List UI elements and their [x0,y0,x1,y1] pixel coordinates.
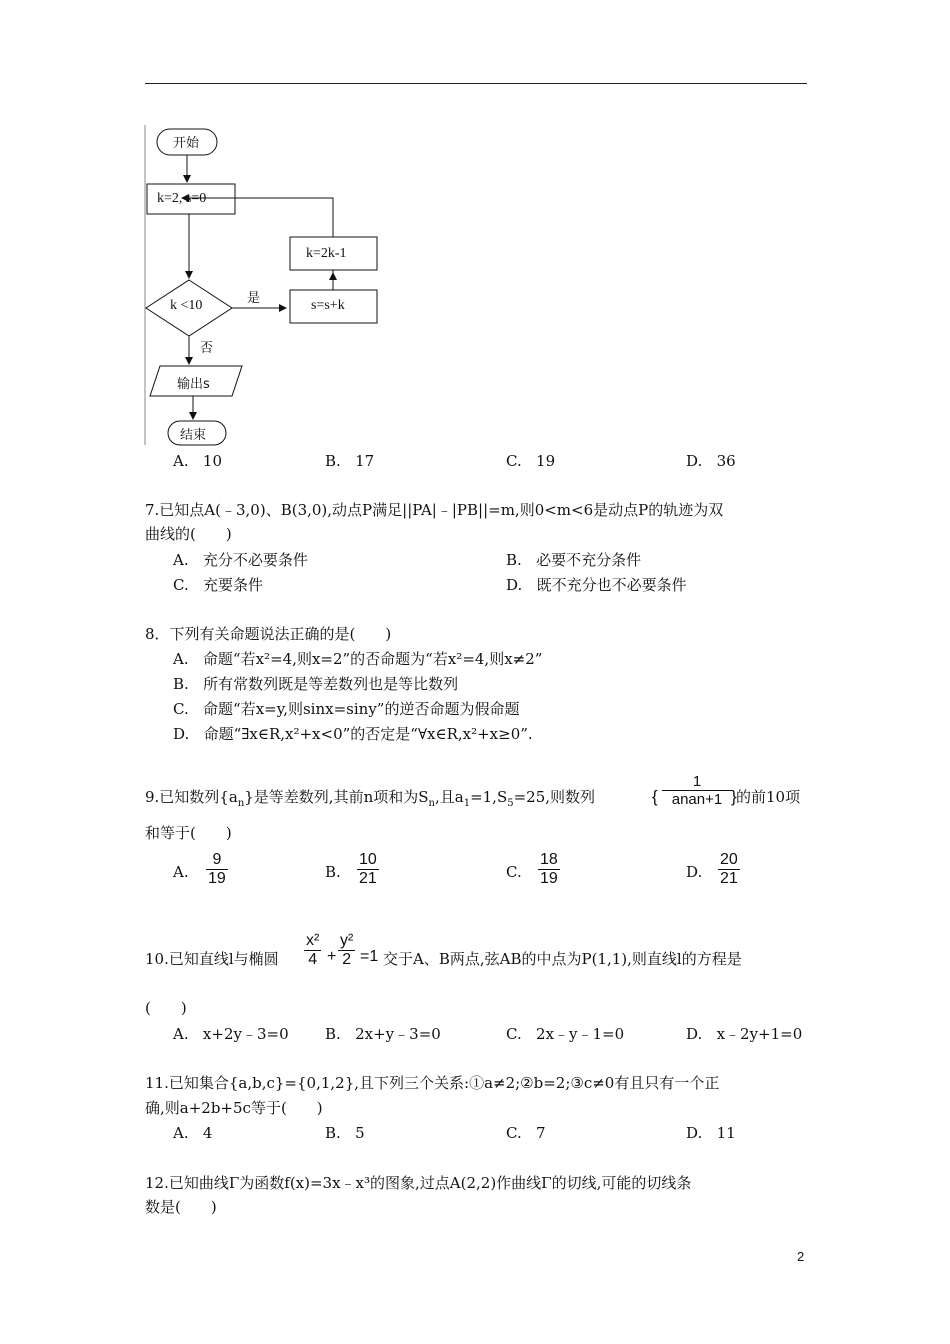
q12-stem-line1: 12.已知曲线Γ为函数f(x)=3x﹣x³的图象,过点A(2,2)作曲线Γ的切线,可能的切线条 [145,1174,692,1192]
flowchart [140,120,400,450]
q9-option-c-fraction[interactable]: $\frac{18}{19}$ [540,851,558,887]
q9-stem-tail: 的前10项 [736,788,801,806]
output-label: 输出s [177,377,210,392]
init-label: k=2, s=0 [157,191,207,206]
q9-fraction [662,773,732,808]
end-label: 结束 [180,428,207,443]
page-number: 2 [797,1249,805,1264]
q8-option-d[interactable]: D. 命题“∃x∈R,x²+x<0”的否定是“∀x∈R,x²+x≥0”. [173,725,533,743]
q8-stem: 8．下列有关命题说法正确的是( ) [145,625,392,643]
q11-option-d[interactable]: D. 11 [686,1124,736,1142]
update-s-label: s=s+k [311,298,345,313]
q7-option-a[interactable]: A. 充分不必要条件 [173,551,308,569]
condition-label: k <10 [170,298,203,313]
q10-option-a[interactable]: A. x+2y﹣3=0 [173,1025,289,1043]
q10-option-b[interactable]: B. 2x+y﹣3=0 [325,1025,441,1043]
q9-brace-left: { [652,787,658,806]
q10-stem-end: 交于A、B两点,弦AB的中点为P(1,1),则直线l的方程是 [383,950,742,968]
q6-option-c[interactable]: C. 19 [506,452,556,470]
update-k-label: k=2k-1 [306,246,347,261]
q9-brace-right: } [731,787,737,806]
q9-fraction-numerator: 1 [692,773,702,790]
header-rule [145,83,807,84]
q9-option-c-letter[interactable]: C. [506,863,522,881]
q11-stem-line1: 11.已知集合{a,b,c}={0,1,2},且下列三个关系:①a≠2;②b=2;③c≠0有且只有一个正 [145,1074,720,1092]
q9-option-d-fraction[interactable]: $\frac{20}{21}$ [720,851,738,887]
q10-option-c[interactable]: C. 2x﹣y﹣1=0 [506,1025,625,1043]
q10-fraction-y: $\frac{\text{y²}}{2}$ [340,932,354,968]
q10-equals: =1 [360,948,379,965]
q6-option-a[interactable]: A. 10 [173,452,223,470]
q12-stem-line2: 数是( ) [145,1198,217,1216]
q11-option-b[interactable]: B. 5 [325,1124,365,1142]
q8-option-b[interactable]: B. 所有常数列既是等差数列也是等比数列 [173,675,459,693]
yes-label: 是 [247,291,261,306]
start-label: 开始 [173,136,200,151]
q6-option-d[interactable]: D. 36 [686,452,736,470]
q11-option-c[interactable]: C. 7 [506,1124,546,1142]
no-label: 否 [200,341,214,356]
q9-fraction-denominator: anan+1 [662,790,732,808]
q9-stem-line2: 和等于( ) [145,824,232,842]
q10-stem-start: 10.已知直线l与椭圆 [145,950,279,968]
q9-option-b-fraction[interactable]: $\frac{10}{21}$ [359,851,377,887]
q11-stem-line2: 确,则a+2b+5c等于( ) [145,1099,323,1117]
q11-option-a[interactable]: A. 4 [173,1124,213,1142]
q7-option-b[interactable]: B. 必要不充分条件 [506,551,642,569]
q10-stem-line2: ( ) [145,999,187,1017]
q9-option-b-letter[interactable]: B. [325,863,341,881]
q10-plus: + [327,948,337,965]
q7-stem-line2: 曲线的( ) [145,525,232,543]
q8-option-a[interactable]: A. 命题“若x²=4,则x=2”的否命题为“若x²=4,则x≠2” [173,650,543,668]
q7-option-c[interactable]: C. 充要条件 [173,576,264,594]
q7-option-d[interactable]: D. 既不充分也不必要条件 [506,576,687,594]
q7-stem-line1: 7.已知点A(﹣3,0)、B(3,0),动点P满足||PA|﹣|PB||=m,则0<m<6是动点P的轨迹为双 [145,501,724,519]
q9-option-a-letter[interactable]: A. [173,863,189,881]
q9-stem-line1: 9.已知数列$\{a_n\}$是等差数列,其前n项和为$S_n$,且$a_1=1,S_5=25$,则数列 [145,788,596,809]
q8-option-c[interactable]: C. 命题“若x=y,则sinx=siny”的逆否命题为假命题 [173,700,520,718]
q10-option-d[interactable]: D. x﹣2y+1=0 [686,1025,803,1043]
q9-option-d-letter[interactable]: D. [686,863,703,881]
q6-option-b[interactable]: B. 17 [325,452,375,470]
q9-option-a-fraction[interactable]: $\frac{9}{19}$ [208,851,226,887]
q10-fraction-x: $\frac{\text{x²}}{4}$ [306,932,320,968]
